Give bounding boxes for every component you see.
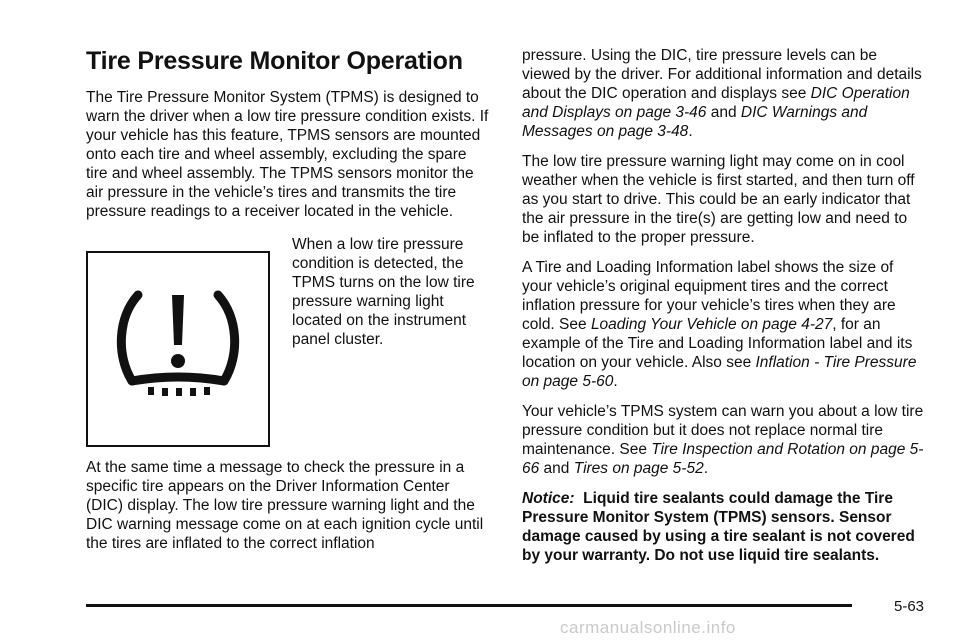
footer-rule xyxy=(86,604,852,607)
left-column xyxy=(86,46,490,564)
page-title: Tire Pressure Monitor Operation xyxy=(86,47,463,75)
dic-paragraph: At the same time a message to check the pressure in a specific tire appears on the Driver Information Center (DIC) display. The low tire pressure warning light and the DIC warning message come on at each ignition cycle until the tires are inflated to the correct inflation xyxy=(86,459,484,552)
ref-dic-operation-link[interactable]: DIC Operation and Displays on page 3-46 xyxy=(522,85,910,121)
right-column xyxy=(522,46,926,576)
page-number: 5-63 xyxy=(894,598,925,615)
tpms-warning-icon xyxy=(112,281,244,413)
watermark-text: carmanualsonline.info xyxy=(560,618,736,637)
notice-label: Notice: xyxy=(522,490,575,507)
label-paragraph: A Tire and Loading Information label shows the size of your vehicle’s original equipment tires and the correct inflation pressure for your vehicle’s tires when they are cold. See Loading Your Vehicle on page 4-27, for an example of the Tire and Loading Information label and its location on your vehicle. Also see Inflation - Tire Pressure on page 5-60. xyxy=(522,259,917,390)
dic-continuation-paragraph: pressure. Using the DIC, tire pressure levels can be viewed by the driver. For additional information and details about the DIC operation and displays see DIC Operation and Displays on page 3-46 and DIC Warnings and Messages on page 3-48. xyxy=(522,47,922,140)
ref-tire-inspection-link[interactable]: Tire Inspection and Rotation on page 5-66 xyxy=(522,441,924,477)
figure-row xyxy=(86,235,490,447)
cool-weather-paragraph: The low tire pressure warning light may come on in cool weather when the vehicle is first started, and then turn off as you start to drive. This could be an early indicator that the air pressure in the tire(s) are getting low and need to be inflated to the proper pressure. xyxy=(522,153,915,246)
figure-caption: When a low tire pressure condition is detected, the TPMS turns on the low tire pressure warning light located on the instrument panel cluster. xyxy=(292,236,475,348)
ref-loading-link[interactable]: Loading Your Vehicle on page 4-27 xyxy=(590,316,833,333)
intro-paragraph: The Tire Pressure Monitor System (TPMS) is designed to warn the driver when a low tire pressure condition exists. If your vehicle has this feature, TPMS sensors are mounted onto each tire and wheel assembly, excluding the spare tire and wheel assembly. The TPMS sensors monitor the air pressure in the vehicle’s tires and transmits the tire pressure readings to a receiver located in the vehicle. xyxy=(86,89,489,220)
ref-dic-warnings-link[interactable]: DIC Warnings and Messages on page 3-48 xyxy=(522,104,868,140)
notice-paragraph xyxy=(522,489,926,565)
ref-inflation-link[interactable]: Inflation - Tire Pressure on page 5-60 xyxy=(522,354,917,390)
notice-text: Liquid tire sealants could damage the Tire Pressure Monitor System (TPMS) sensors. Sensor damage caused by using a tire sealant is not covered by your warranty. Do not use liquid tire sealants. xyxy=(522,490,915,564)
maintenance-paragraph: Your vehicle’s TPMS system can warn you about a low tire pressure condition but it does not replace normal tire maintenance. See Tire Inspection and Rotation on page 5-66 and Tires on page 5-52. xyxy=(522,403,924,477)
ref-tires-link[interactable]: Tires on page 5-52 xyxy=(573,460,704,477)
tpms-figure xyxy=(86,251,270,447)
